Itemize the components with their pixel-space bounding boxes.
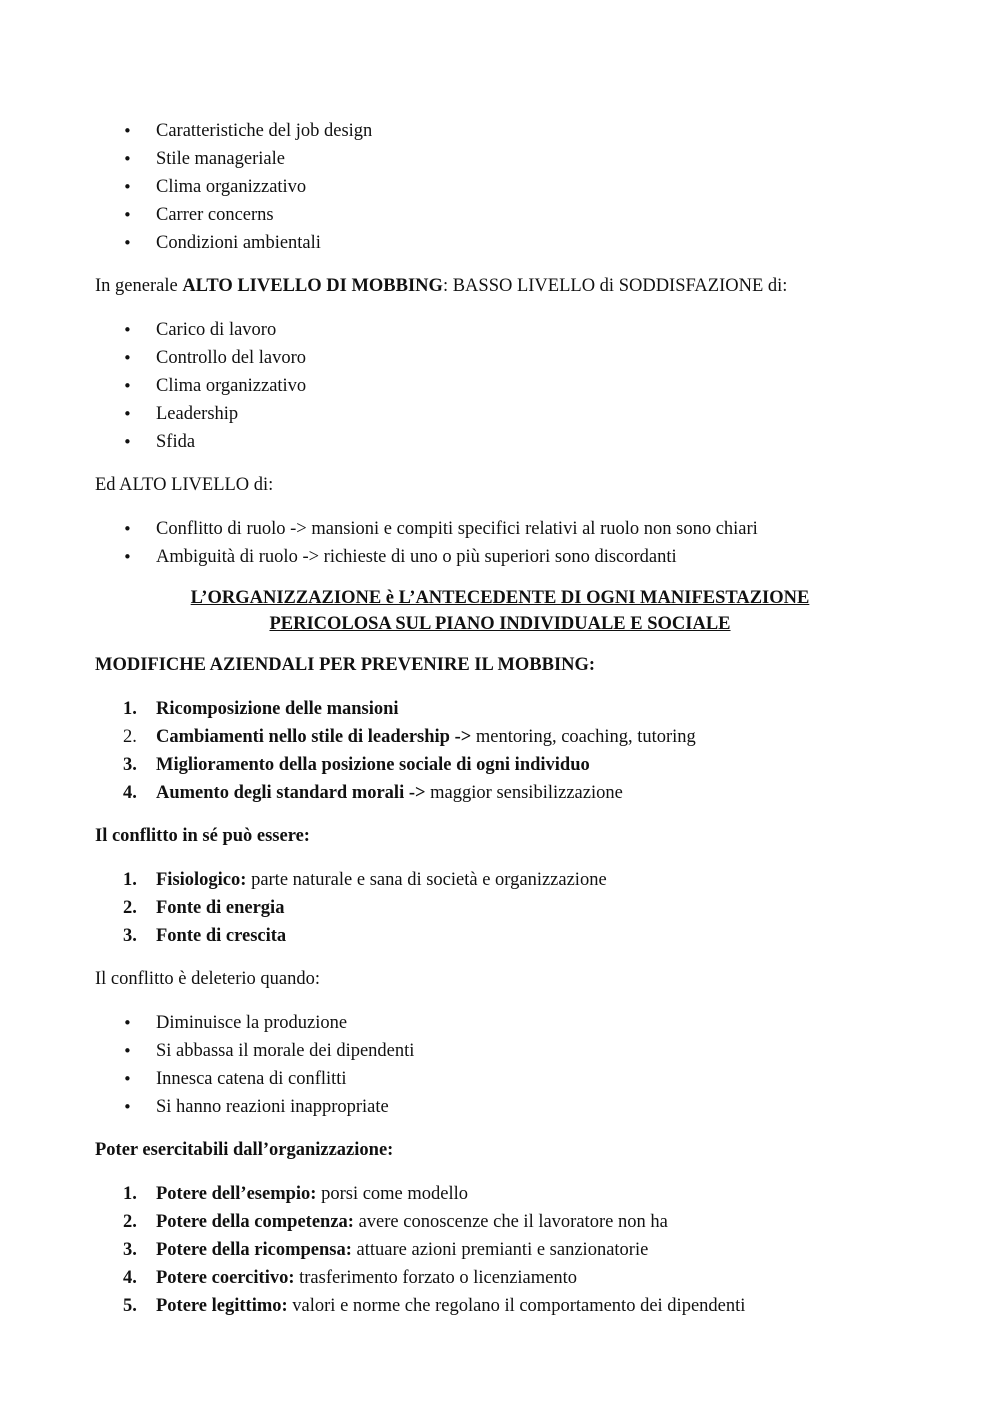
list-item: • Carico di lavoro <box>95 316 905 344</box>
list-number: 2. <box>123 727 137 747</box>
list-number: 3. <box>123 755 137 775</box>
numbered-list-poteri <box>95 1180 905 1320</box>
list-item <box>95 779 905 807</box>
list-item-bold: Fisiologico: <box>156 870 247 890</box>
list-item: • Stile manageriale <box>95 145 905 173</box>
paragraph-high-level: Ed ALTO LIVELLO di: <box>95 475 274 495</box>
list-number: 5. <box>123 1296 137 1316</box>
list-number: 1. <box>123 870 137 890</box>
list-number: 3. <box>123 926 137 946</box>
list-item: • Ambiguità di ruolo -> richieste di uno o più superiori sono discordanti <box>95 543 905 571</box>
list-item <box>95 1292 905 1320</box>
list-item: • Condizioni ambientali <box>95 229 905 257</box>
list-item-bold: Miglioramento della posizione sociale di ogni individuo <box>156 755 590 775</box>
heading-modifiche: MODIFICHE AZIENDALI PER PREVENIRE IL MOBBING: <box>95 655 596 675</box>
list-item: • Si hanno reazioni inappropriate <box>95 1093 905 1121</box>
list-item-text: porsi come modello <box>316 1184 469 1204</box>
list-item-bold: Potere della ricompensa: <box>156 1240 352 1260</box>
list-item <box>95 695 905 723</box>
list-item-text: valori e norme che regolano il comportamento dei dipendenti <box>287 1296 746 1316</box>
list-item: • Diminuisce la produzione <box>95 1009 905 1037</box>
bullet-list-role <box>95 515 905 571</box>
list-item-text: parte naturale e sana di società e organizzazione <box>246 870 607 890</box>
list-item: • Clima organizzativo <box>95 173 905 201</box>
list-item: • Conflitto di ruolo -> mansioni e compiti specifici relativi al ruolo non sono chiari <box>95 515 905 543</box>
list-item-text: avere conoscenze che il lavoratore non ha <box>353 1212 668 1232</box>
list-item <box>95 866 905 894</box>
bullet-list-job-factors <box>95 117 905 257</box>
bullet-list-deleterio <box>95 1009 905 1121</box>
list-item-bold: Ricomposizione delle mansioni <box>156 699 399 719</box>
paragraph-mobbing-level <box>95 272 905 300</box>
paragraph-suffix: : BASSO LIVELLO di SODDISFAZIONE di: <box>442 276 788 296</box>
list-number: 3. <box>123 1240 137 1260</box>
list-number: 1. <box>123 1184 137 1204</box>
list-item: • Si abbassa il morale dei dipendenti <box>95 1037 905 1065</box>
list-item <box>95 723 905 751</box>
list-item-bold: Potere dell’esempio: <box>156 1184 317 1204</box>
numbered-list-conflitto <box>95 866 905 950</box>
list-item: • Carrer concerns <box>95 201 905 229</box>
list-number: 2. <box>123 898 137 918</box>
list-item <box>95 751 905 779</box>
list-number: 4. <box>123 1268 137 1288</box>
list-number: 1. <box>123 699 137 719</box>
list-item-text: mentoring, coaching, tutoring <box>471 727 696 747</box>
list-item <box>95 1180 905 1208</box>
title-line-2: PERICOLOSA SUL PIANO INDIVIDUALE E SOCIALE <box>269 614 731 634</box>
list-item: • Caratteristiche del job design <box>95 117 905 145</box>
list-item-text: trasferimento forzato o licenziamento <box>294 1268 578 1288</box>
list-item-bold: Potere coercitivo: <box>156 1268 295 1288</box>
bullet-list-satisfaction <box>95 316 905 456</box>
list-item-bold: Cambiamenti nello stile di leadership -> <box>156 727 472 747</box>
list-item: • Sfida <box>95 428 905 456</box>
list-item-text: maggior sensibilizzazione <box>425 783 623 803</box>
list-number: 2. <box>123 1212 137 1232</box>
list-item-bold: Fonte di crescita <box>156 926 287 946</box>
numbered-list-modifiche <box>95 695 905 807</box>
list-item: • Innesca catena di conflitti <box>95 1065 905 1093</box>
list-item: • Controllo del lavoro <box>95 344 905 372</box>
list-item <box>95 1264 905 1292</box>
centered-title <box>95 585 905 637</box>
paragraph-bold: ALTO LIVELLO DI MOBBING <box>182 276 443 296</box>
list-item <box>95 1208 905 1236</box>
list-item-text: attuare azioni premianti e sanzionatorie <box>351 1240 649 1260</box>
list-item: • Leadership <box>95 400 905 428</box>
list-item <box>95 1236 905 1264</box>
paragraph-prefix: In generale <box>95 276 183 296</box>
paragraph-deleterio: Il conflitto è deleterio quando: <box>95 969 321 989</box>
title-line-1: L’ORGANIZZAZIONE è L’ANTECEDENTE DI OGNI MANIFESTAZIONE <box>190 588 810 608</box>
list-item <box>95 922 905 950</box>
list-item-bold: Potere della competenza: <box>156 1212 354 1232</box>
document-page <box>95 117 905 1320</box>
list-item-bold: Potere legittimo: <box>156 1296 288 1316</box>
list-item-bold: Fonte di energia <box>156 898 285 918</box>
list-number: 4. <box>123 783 137 803</box>
heading-conflitto: Il conflitto in sé può essere: <box>95 826 310 846</box>
list-item-bold: Aumento degli standard morali -> <box>156 783 426 803</box>
list-item: • Clima organizzativo <box>95 372 905 400</box>
list-item <box>95 894 905 922</box>
heading-poteri: Poter esercitabili dall’organizzazione: <box>95 1140 394 1160</box>
